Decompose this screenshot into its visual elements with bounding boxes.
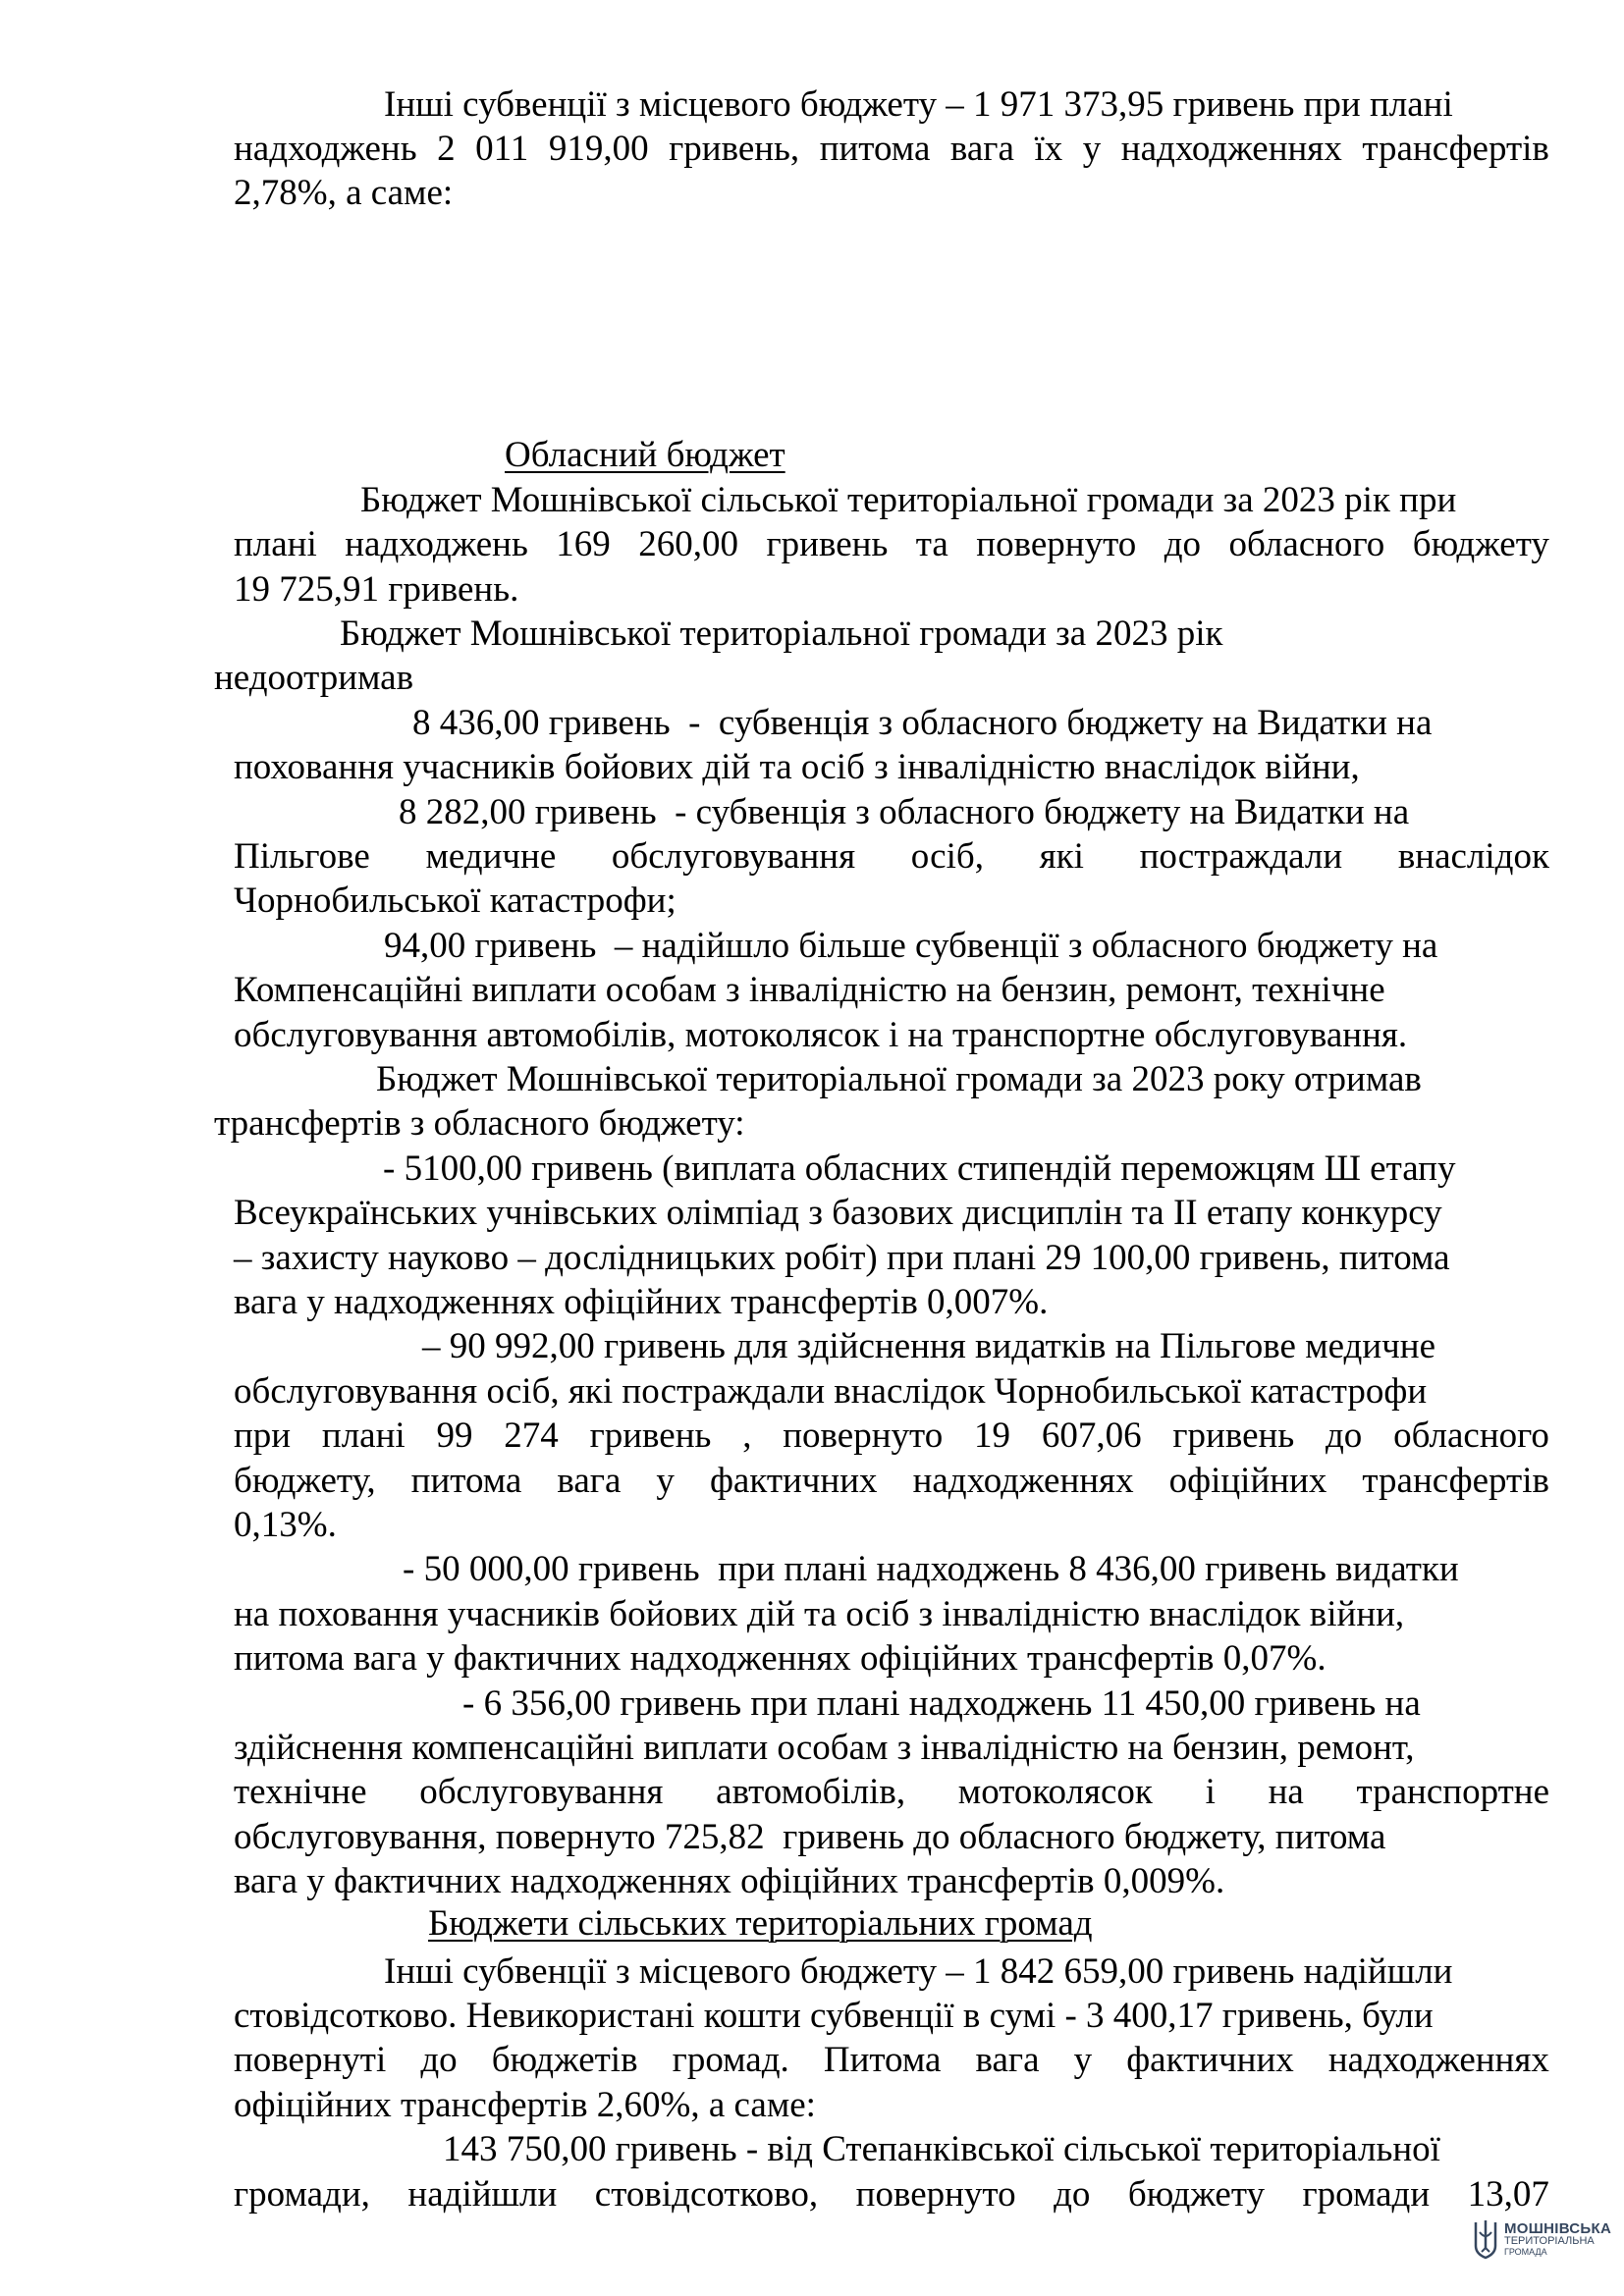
section-heading-communities: Бюджети сільських територіальних громад bbox=[428, 1903, 1093, 1944]
paragraph-line: Всеукраїнських учнівських олімпіад з базових дисциплін та II етапу конкурсу bbox=[234, 1193, 1442, 1233]
paragraph-line: технічне обслуговування автомобілів, мотоколясок і на транспортне bbox=[234, 1772, 1549, 1812]
paragraph-line: Інші субвенції з місцевого бюджету – 1 971 373,95 гривень при плані bbox=[384, 84, 1453, 125]
paragraph-line: стовідсотково. Невикористані кошти субвенції в сумі - 3 400,17 гривень, були bbox=[234, 1996, 1434, 2036]
paragraph-line: плані надходжень 169 260,00 гривень та повернуто до обласного бюджету bbox=[234, 524, 1549, 564]
paragraph-line: питома вага у фактичних надходженнях офіційних трансфертів 0,07%. bbox=[234, 1638, 1326, 1679]
paragraph-line: - 6 356,00 гривень при плані надходжень 11 450,00 гривень на bbox=[462, 1683, 1421, 1724]
paragraph-line: надходжень 2 011 919,00 гривень, питома вага їх у надходженнях трансфертів bbox=[234, 129, 1549, 169]
paragraph-line: здійснення компенсаційні виплати особам з інвалідністю на бензин, ремонт, bbox=[234, 1728, 1415, 1768]
section-heading-oblast: Обласний бюджет bbox=[505, 435, 785, 475]
paragraph-line: трансфертів з обласного бюджету: bbox=[214, 1103, 745, 1144]
paragraph-line: Пільгове медичне обслуговування осіб, які постраждали внаслідок bbox=[234, 836, 1549, 877]
community-logo bbox=[1473, 2218, 1611, 2260]
paragraph-line: 0,13%. bbox=[234, 1505, 337, 1545]
paragraph-line: 19 725,91 гривень. bbox=[234, 569, 519, 610]
paragraph-line: вага у фактичних надходженнях офіційних трансфертів 0,009%. bbox=[234, 1861, 1225, 1901]
paragraph-line: Бюджет Мошнівської територіальної громади за 2023 рік bbox=[340, 614, 1223, 654]
paragraph-line: обслуговування автомобілів, мотоколясок і на транспортне обслуговування. bbox=[234, 1015, 1408, 1055]
paragraph-line: 143 750,00 гривень - від Степанківської сільської територіальної bbox=[443, 2129, 1440, 2169]
paragraph-line: 8 282,00 гривень - субвенція з обласного бюджету на Видатки на bbox=[399, 792, 1410, 832]
logo-line-1: МОШНІВСЬКА bbox=[1504, 2219, 1612, 2237]
paragraph-line: на поховання учасників бойових дій та осіб з інвалідністю внаслідок війни, bbox=[234, 1594, 1405, 1634]
paragraph-line: Бюджет Мошнівської територіальної громади за 2023 року отримав bbox=[376, 1059, 1422, 1099]
paragraph-line: при плані 99 274 гривень , повернуто 19 607,06 гривень до обласного bbox=[234, 1415, 1549, 1456]
paragraph-line: бюджету, питома вага у фактичних надходженнях офіційних трансфертів bbox=[234, 1461, 1549, 1501]
paragraph-line: громади, надійшли стовідсотково, повернуто до бюджету громади 13,07 bbox=[234, 2174, 1549, 2215]
logo-line-2: ТЕРИТОРІАЛЬНА bbox=[1504, 2235, 1595, 2248]
paragraph-line: Інші субвенції з місцевого бюджету – 1 842 659,00 гривень надійшли bbox=[384, 1951, 1453, 1992]
paragraph-line: офіційних трансфертів 2,60%, а саме: bbox=[234, 2085, 816, 2125]
paragraph-line: Бюджет Мошнівської сільської територіальної громади за 2023 рік при bbox=[360, 480, 1457, 520]
logo-line-3: ГРОМАДА bbox=[1504, 2246, 1547, 2257]
trident-emblem-icon bbox=[1473, 2218, 1498, 2260]
paragraph-line: обслуговування осіб, які постраждали внаслідок Чорнобильської катастрофи bbox=[234, 1371, 1428, 1412]
paragraph-line: Чорнобильської катастрофи; bbox=[234, 881, 677, 921]
paragraph-line: 2,78%, а саме: bbox=[234, 173, 454, 213]
paragraph-line: недоотримав bbox=[214, 658, 414, 698]
paragraph-line: повернуті до бюджетів громад. Питома вага у фактичних надходженнях bbox=[234, 2040, 1549, 2080]
paragraph-line: 94,00 гривень – надійшло більше субвенції з обласного бюджету на bbox=[384, 926, 1438, 966]
paragraph-line: - 50 000,00 гривень при плані надходжень 8 436,00 гривень видатки bbox=[403, 1549, 1459, 1589]
paragraph-line: - 5100,00 гривень (виплата обласних стипендій переможцям Ш етапу bbox=[383, 1148, 1456, 1189]
paragraph-line: – захисту науково – дослідницьких робіт) при плані 29 100,00 гривень, питома bbox=[234, 1238, 1450, 1278]
paragraph-line: обслуговування, повернуто 725,82 гривень до обласного бюджету, питома bbox=[234, 1817, 1386, 1857]
paragraph-line: – 90 992,00 гривень для здійснення видатків на Пільгове медичне bbox=[422, 1326, 1436, 1366]
paragraph-line: вага у надходженнях офіційних трансфертів 0,007%. bbox=[234, 1282, 1049, 1322]
paragraph-line: 8 436,00 гривень - субвенція з обласного бюджету на Видатки на bbox=[412, 703, 1433, 743]
paragraph-line: поховання учасників бойових дій та осіб з інвалідністю внаслідок війни, bbox=[234, 747, 1360, 787]
paragraph-line: Компенсаційні виплати особам з інвалідністю на бензин, ремонт, технічне bbox=[234, 970, 1385, 1010]
